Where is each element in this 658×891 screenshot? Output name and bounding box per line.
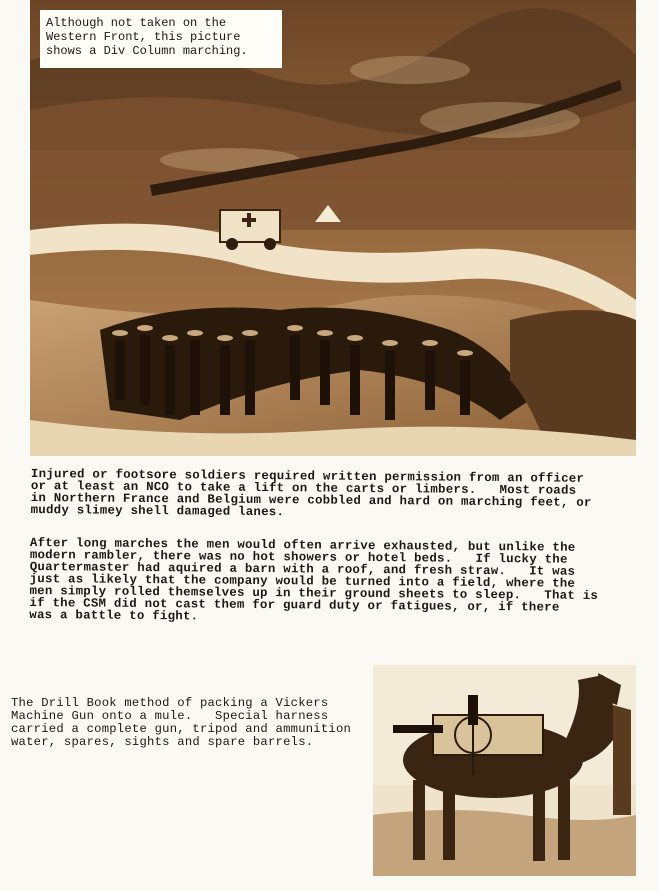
body-paragraph-long-marches: After long marches the men would often arrive exhausted, but unlike the modern rambler, there was no hot showers or hotel beds. If lucky the Quartermaster had aquired a barn with a roof, and fresh straw. It was just as likely that the company would be turned into a field, where the men simply rolled themselves up in their ground sheets to sleep. That is if the CSM did not cast them for guard duty or fatigues, or, if there was a battle to fight. [29, 536, 599, 624]
marching-column-photo [30, 0, 636, 456]
body-paragraph-footsore: Injured or footsore soldiers required written permission from an officer or at least an NCO to take a lift on the carts or limbers. Most roads in Northern France and Belgium were cobbled and hard on marching feet, or muddy slimey shell damaged lanes. [30, 467, 592, 520]
mule-caption: The Drill Book method of packing a Vickers Machine Gun onto a mule. Special harness carried a complete gun, tripod and ammunition water, spares, sights and spare barrels. [11, 696, 352, 749]
vickers-mule-photo [373, 665, 636, 876]
photo-caption: Although not taken on the Western Front, this picture shows a Div Column marching. [40, 10, 282, 68]
